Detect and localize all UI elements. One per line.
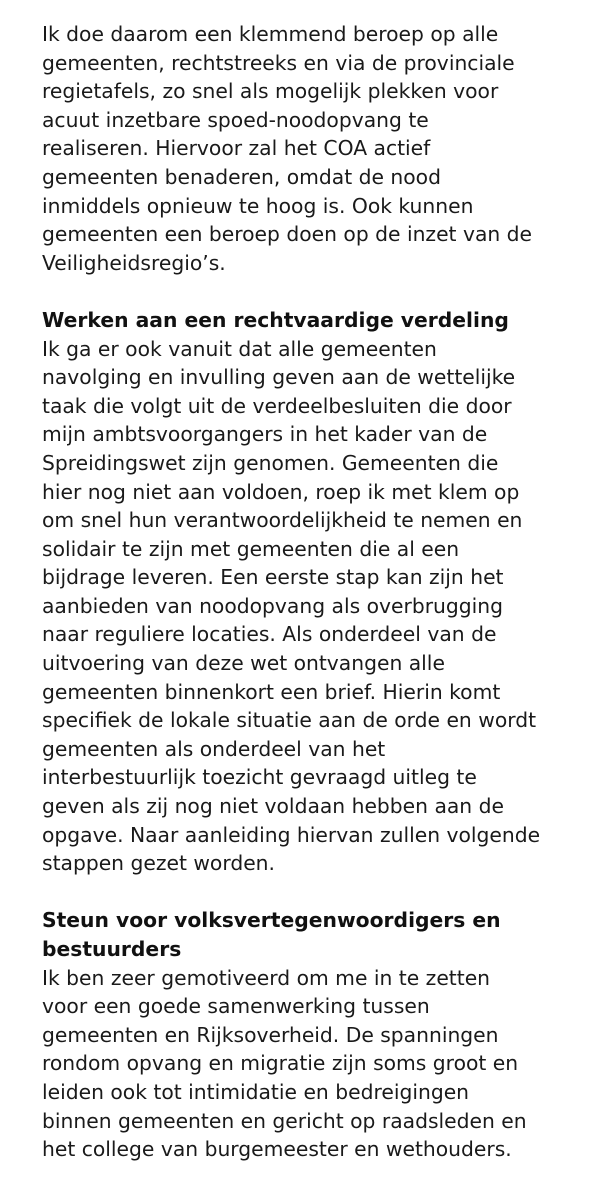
text-line: Ik doe daarom een klemmend beroep op alle [42,22,499,46]
text-line: voor een goede samenwerking tussen [42,994,430,1019]
text-line: regietafels, zo snel als mogelijk plekken voor [42,79,499,104]
text-line: gemeenten als onderdeel van het [42,736,386,761]
section-body-verdeling [42,335,602,878]
text-line: hier nog niet aan voldoen, roep ik met klem op [42,479,520,504]
text-line: stappen gezet worden. [42,851,275,876]
text-line: interbestuurlijk toezicht gevraagd uitleg te [42,765,477,790]
paragraph-gap [42,878,602,907]
text-line: binnen gemeenten en gericht op raadsleden en [42,1108,527,1133]
text-line: gemeenten, rechtstreeks en via de provinciale [42,50,515,75]
text-line: Veiligheidsregio’s. [42,250,226,275]
document-body [42,20,602,1164]
text-line: gemeenten een beroep doen op de inzet van de [42,222,533,247]
text-line: om snel hun verantwoordelijkheid te nemen en [42,508,523,533]
text-line: uitvoering van deze wet ontvangen alle [42,651,445,676]
text-line: gemeenten benaderen, omdat de nood [42,164,441,189]
text-line: Spreidingswet zijn genomen. Gemeenten die [42,450,499,475]
text-line: taak die volgt uit de verdeelbesluiten die door [42,393,512,418]
text-line: gemeenten en Rijksoverheid. De spanningen [42,1022,499,1047]
text-line: leiden ook tot intimidatie en bedreigingen [42,1079,470,1104]
text-line: solidair te zijn met gemeenten die al een [42,536,460,561]
text-line: naar reguliere locaties. Als onderdeel van de [42,622,497,647]
text-line: realiseren. Hiervoor zal het COA actief [42,136,431,161]
text-line: bijdrage leveren. Een eerste stap kan zijn het [42,565,504,590]
section-heading-steun [42,906,602,963]
text-line: Ik ben zeer gemotiveerd om me in te zetten [42,965,491,990]
heading-line: bestuurders [42,937,182,961]
section-body-steun [42,964,602,1164]
text-line: rondom opvang en migratie zijn soms groot en [42,1051,519,1076]
heading-line: Werken aan een rechtvaardige verdeling [42,307,509,332]
text-line: mijn ambtsvoorgangers in het kader van de [42,422,488,447]
text-line: Ik ga er ook vanuit dat alle gemeenten [42,336,437,361]
paragraph-gap [42,277,602,306]
heading-line: Steun voor volksvertegenwoordigers en [42,908,501,933]
text-line: gemeenten binnenkort een brief. Hierin komt [42,679,501,704]
text-line: opgave. Naar aanleiding hiervan zullen volgende [42,822,541,847]
text-line: acuut inzetbare spoed-noodopvang te [42,107,429,132]
text-line: aanbieden van noodopvang als overbrugging [42,593,503,618]
text-line: geven als zij nog niet voldaan hebben aan de [42,794,504,819]
text-line: het college van burgemeester en wethouders. [42,1137,512,1162]
text-line: specifiek de lokale situatie aan de orde en wordt [42,708,537,733]
text-line: navolging en invulling geven aan de wettelijke [42,365,516,390]
text-line: inmiddels opnieuw te hoog is. Ook kunnen [42,193,474,218]
intro-paragraph [42,20,602,277]
section-heading-verdeling [42,306,602,335]
